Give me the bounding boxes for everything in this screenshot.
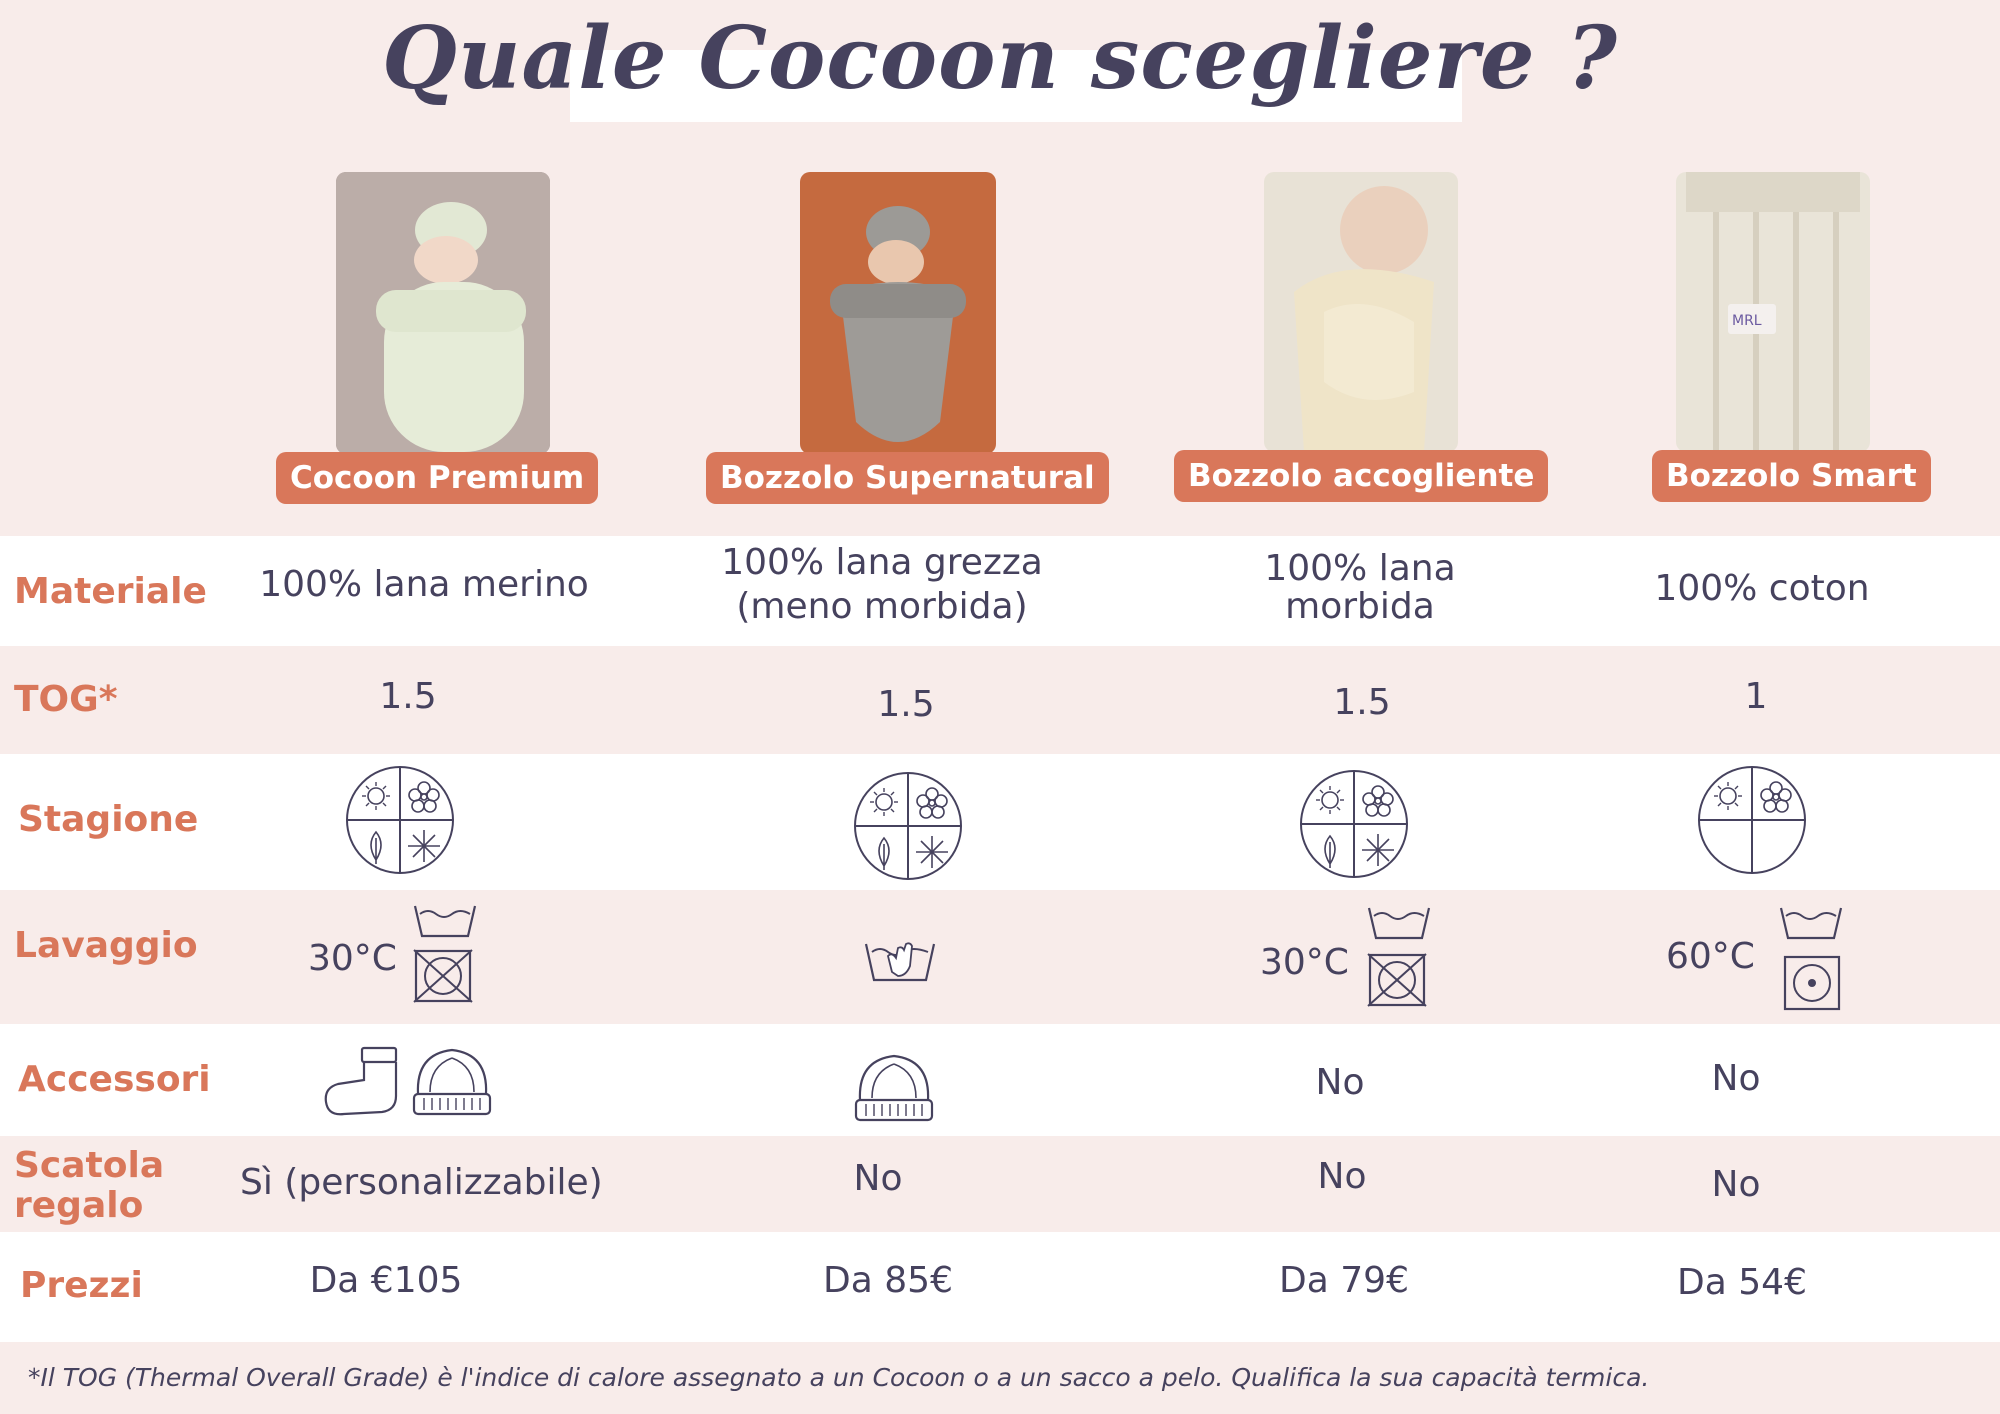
- tumble-dry-icon: [1782, 954, 1842, 1012]
- beanie-icon: [852, 1050, 936, 1124]
- row-label: TOG*: [14, 679, 118, 720]
- wash-tub-icon: [412, 902, 478, 940]
- scatola-supernatural: No: [853, 1158, 903, 1199]
- four-seasons-icon: [344, 764, 456, 876]
- row-label: Stagione: [18, 799, 199, 840]
- row-label: Lavaggio: [14, 925, 198, 966]
- four-seasons-icon: [1298, 768, 1410, 880]
- row-label-line2: regalo: [14, 1185, 144, 1226]
- lavaggio-premium-temp: 30°C: [308, 938, 397, 979]
- scatola-accogliente: No: [1317, 1156, 1367, 1197]
- sock-icon: [322, 1046, 400, 1118]
- row-accessori: [0, 1024, 2000, 1136]
- product-cocoon-premium[interactable]: [262, 172, 602, 508]
- prezzo-supernatural: Da 85€: [823, 1260, 953, 1301]
- tog-premium: 1.5: [379, 676, 437, 717]
- row-label: Materiale: [14, 571, 207, 612]
- page-title: Quale Cocoon scegliere ?: [382, 8, 1618, 109]
- row-label: Accessori: [18, 1059, 211, 1100]
- product-bozzolo-accogliente[interactable]: [1170, 172, 1535, 508]
- materiale-accogliente-line1: 100% lana: [1264, 548, 1456, 589]
- product-bozzolo-supernatural[interactable]: [702, 172, 1095, 508]
- wash-tub-icon: [1778, 904, 1844, 942]
- four-seasons-icon: [852, 770, 964, 882]
- svg-text:MRL: MRL: [1732, 313, 1762, 329]
- lavaggio-smart-temp: 60°C: [1666, 936, 1755, 977]
- row-stagione: [0, 754, 2000, 890]
- prezzo-premium: Da €105: [309, 1260, 463, 1301]
- materiale-smart: 100% coton: [1654, 568, 1870, 609]
- product-label: Bozzolo Smart: [1652, 450, 1931, 502]
- row-label-line1: Scatola: [14, 1145, 165, 1186]
- row-lavaggio: [0, 890, 2000, 1024]
- materiale-premium: 100% lana merino: [259, 564, 589, 605]
- materiale-supernatural-line1: 100% lana grezza: [721, 542, 1043, 583]
- product-photo: [336, 172, 550, 454]
- product-label: Bozzolo Supernatural: [706, 452, 1109, 504]
- materiale-supernatural-line2: (meno morbida): [736, 586, 1028, 627]
- scatola-smart: No: [1711, 1164, 1761, 1205]
- materiale-accogliente-line2: morbida: [1285, 586, 1435, 627]
- row-materiale: [0, 536, 2000, 646]
- accessori-accogliente: No: [1315, 1062, 1365, 1103]
- product-photo: [1264, 172, 1458, 452]
- hand-wash-icon: [862, 936, 938, 984]
- no-tumble-dry-icon: [1366, 952, 1428, 1008]
- wash-tub-icon: [1366, 904, 1432, 942]
- product-photo: [1676, 172, 1870, 452]
- tog-footnote: *Il TOG (Thermal Overall Grade) è l'indice di calore assegnato a un Cocoon o a un sacco a pelo. Qualifica la sua capacità termica.: [28, 1363, 1650, 1392]
- product-bozzolo-smart[interactable]: [1638, 172, 1978, 508]
- accessori-smart: No: [1711, 1058, 1761, 1099]
- spring-summer-icon: [1696, 764, 1808, 876]
- tog-smart: 1: [1744, 676, 1768, 717]
- tog-supernatural: 1.5: [877, 684, 935, 725]
- no-tumble-dry-icon: [412, 948, 474, 1004]
- row-label: Prezzi: [20, 1265, 143, 1306]
- product-label: Cocoon Premium: [276, 452, 598, 504]
- product-photo: [800, 172, 996, 454]
- tog-accogliente: 1.5: [1333, 682, 1391, 723]
- lavaggio-accogliente-temp: 30°C: [1260, 942, 1349, 983]
- row-scatola-regalo: [0, 1136, 2000, 1232]
- row-tog: [0, 646, 2000, 754]
- beanie-icon: [410, 1044, 494, 1118]
- prezzo-accogliente: Da 79€: [1279, 1260, 1409, 1301]
- row-prezzi: [0, 1232, 2000, 1342]
- product-label: Bozzolo accogliente: [1174, 450, 1548, 502]
- scatola-premium: Sì (personalizzabile): [240, 1162, 603, 1203]
- prezzo-smart: Da 54€: [1677, 1262, 1807, 1303]
